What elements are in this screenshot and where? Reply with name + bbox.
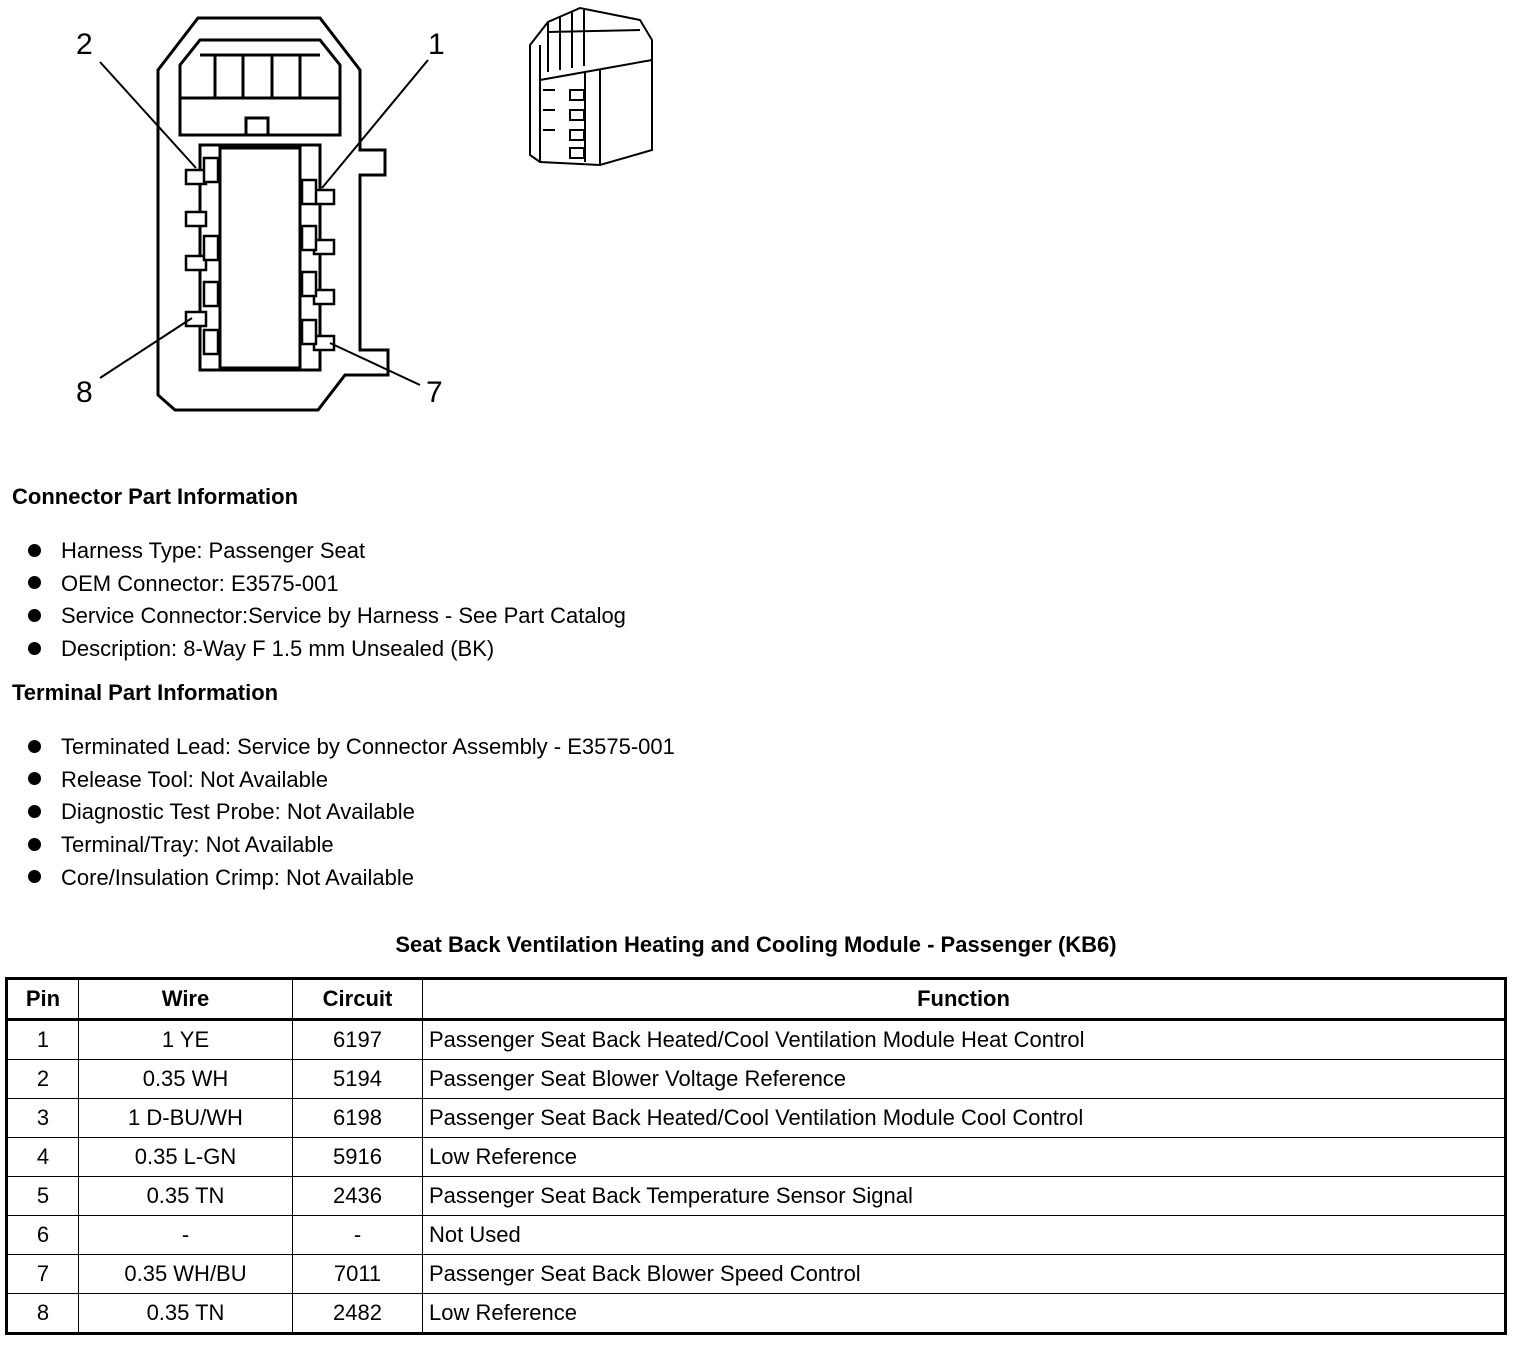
cell-wire: 0.35 L-GN bbox=[79, 1138, 293, 1177]
connector-diagram bbox=[0, 0, 700, 440]
cell-function: Low Reference bbox=[423, 1294, 1506, 1334]
cell-circuit: 5194 bbox=[293, 1060, 423, 1099]
cell-function: Passenger Seat Back Temperature Sensor Signal bbox=[423, 1177, 1506, 1216]
cell-pin: 4 bbox=[7, 1138, 79, 1177]
table-header-row bbox=[7, 979, 1506, 1020]
cell-pin: 6 bbox=[7, 1216, 79, 1255]
header-circuit: Circuit bbox=[293, 979, 423, 1020]
cell-pin: 2 bbox=[7, 1060, 79, 1099]
header-pin: Pin bbox=[7, 979, 79, 1020]
bullet-icon bbox=[28, 740, 41, 753]
terminal-part-info-list bbox=[28, 731, 675, 894]
list-item: Terminated Lead: Service by Connector Assembly - E3575-001 bbox=[28, 731, 675, 764]
cell-pin: 3 bbox=[7, 1099, 79, 1138]
callout-pin-2: 2 bbox=[76, 28, 93, 61]
cell-function: Passenger Seat Back Heated/Cool Ventilation Module Cool Control bbox=[423, 1099, 1506, 1138]
callout-pin-8: 8 bbox=[76, 376, 93, 409]
cell-wire: 1 D-BU/WH bbox=[79, 1099, 293, 1138]
pinout-table-title: Seat Back Ventilation Heating and Cooling Module - Passenger (KB6) bbox=[395, 932, 1117, 957]
list-item: Core/Insulation Crimp: Not Available bbox=[28, 862, 675, 895]
connector-3d-view bbox=[530, 8, 652, 165]
bullet-icon bbox=[28, 772, 41, 785]
cell-pin: 5 bbox=[7, 1177, 79, 1216]
table-row bbox=[7, 1060, 1506, 1099]
connector-part-info-heading: Connector Part Information bbox=[12, 484, 299, 509]
callout-pin-1: 1 bbox=[428, 28, 445, 61]
bullet-icon bbox=[28, 838, 41, 851]
cell-circuit: - bbox=[293, 1216, 423, 1255]
table-row bbox=[7, 1255, 1506, 1294]
connector-part-info-list bbox=[28, 535, 626, 666]
table-row bbox=[7, 1294, 1506, 1334]
cell-circuit: 6197 bbox=[293, 1020, 423, 1060]
list-item: OEM Connector: E3575-001 bbox=[28, 568, 626, 601]
bullet-icon bbox=[28, 609, 41, 622]
list-item: Description: 8-Way F 1.5 mm Unsealed (BK) bbox=[28, 633, 626, 666]
pinout-table bbox=[5, 977, 1507, 1335]
terminal-part-info-heading: Terminal Part Information bbox=[12, 680, 279, 705]
cell-wire: 0.35 WH/BU bbox=[79, 1255, 293, 1294]
bullet-icon bbox=[28, 870, 41, 883]
cell-wire: 0.35 WH bbox=[79, 1060, 293, 1099]
cell-circuit: 2482 bbox=[293, 1294, 423, 1334]
bullet-icon bbox=[28, 576, 41, 589]
cell-function: Passenger Seat Blower Voltage Reference bbox=[423, 1060, 1506, 1099]
table-row bbox=[7, 1138, 1506, 1177]
callout-pin-7: 7 bbox=[426, 376, 443, 409]
bullet-icon bbox=[28, 805, 41, 818]
cell-circuit: 2436 bbox=[293, 1177, 423, 1216]
cell-function: Not Used bbox=[423, 1216, 1506, 1255]
cell-function: Low Reference bbox=[423, 1138, 1506, 1177]
list-item: Service Connector:Service by Harness - See Part Catalog bbox=[28, 600, 626, 633]
bullet-icon bbox=[28, 642, 41, 655]
cell-wire: - bbox=[79, 1216, 293, 1255]
cell-pin: 1 bbox=[7, 1020, 79, 1060]
cell-function: Passenger Seat Back Heated/Cool Ventilation Module Heat Control bbox=[423, 1020, 1506, 1060]
table-row bbox=[7, 1020, 1506, 1060]
header-wire: Wire bbox=[79, 979, 293, 1020]
table-row bbox=[7, 1216, 1506, 1255]
cell-wire: 0.35 TN bbox=[79, 1177, 293, 1216]
cell-circuit: 7011 bbox=[293, 1255, 423, 1294]
table-row bbox=[7, 1177, 1506, 1216]
bullet-icon bbox=[28, 544, 41, 557]
cell-circuit: 6198 bbox=[293, 1099, 423, 1138]
header-function: Function bbox=[423, 979, 1506, 1020]
list-item: Terminal/Tray: Not Available bbox=[28, 829, 675, 862]
cell-wire: 1 YE bbox=[79, 1020, 293, 1060]
cell-pin: 7 bbox=[7, 1255, 79, 1294]
list-item: Release Tool: Not Available bbox=[28, 764, 675, 797]
table-row bbox=[7, 1099, 1506, 1138]
list-item: Harness Type: Passenger Seat bbox=[28, 535, 626, 568]
cell-function: Passenger Seat Back Blower Speed Control bbox=[423, 1255, 1506, 1294]
list-item: Diagnostic Test Probe: Not Available bbox=[28, 796, 675, 829]
cell-wire: 0.35 TN bbox=[79, 1294, 293, 1334]
cell-pin: 8 bbox=[7, 1294, 79, 1334]
cell-circuit: 5916 bbox=[293, 1138, 423, 1177]
